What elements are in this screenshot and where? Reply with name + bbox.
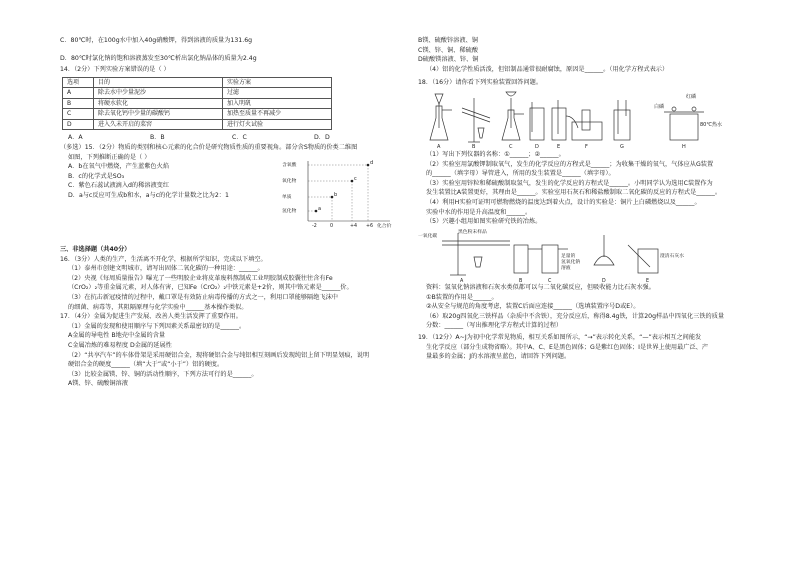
figure-text: 红磷 [686,94,697,101]
table-cell: 加入明矾 [223,98,332,109]
figure-text: 白磷 [654,104,665,111]
text-line: ②从安全与规范的角度考虑，装置C后面应连接______（选填装置序号D或E）。 [426,303,640,311]
choice-d: D．a与c反应可生成b和水，a与c的化学计量数之比为2：1 [68,191,229,199]
figure-label: F [585,144,588,151]
figure-text: 足量的 [561,253,576,259]
choice-c: C．C [232,134,247,142]
text-line: （4）利用H实验可证明可燃物燃烧的温度达到着火点，设计的实验是：铜片上白磷燃烧以及______。 [426,199,701,207]
table-header: 实验方案 [223,77,332,88]
question-18-stem: 18．（16分）请你看下列实验装置回答问题。 [418,79,543,87]
x-axis-title: 化合价 [377,223,392,229]
text-line: （5）兴趣小组用如图实验研究铁的冶炼。 [426,218,542,226]
figure-text: 黑色粉末样品 [458,229,487,235]
text-line: 如图，下列推断正确的是（ ） [68,153,151,161]
text-line: C金属冶炼的难易程度 D金属的延展性 [68,342,172,350]
choice-c: C．紫色石蕊试液滴入d的稀溶液变红 [68,182,170,190]
point-label: c [354,175,357,182]
figure-label: D [535,144,539,151]
figure-text: 氢氧化钠 [561,259,581,265]
table-cell: 除去氧化钙中少量的碳酸钙 [94,109,223,120]
text-line: （3）实验室用锌粒和稀硫酸制取氢气，发生的化学反应的方程式是______。小明同学认为选用C装置作为 [426,179,713,187]
figure-text: 80℃热水 [700,122,722,129]
table-cell: 加热至质量不再减少 [223,109,332,120]
table-header: 目的 [94,77,223,88]
text-line: （3）在抗击新冠疫情的过程中，戴口罩是有效防止病毒传播的方式之一，利用口罩能够隔绝飞沫中 [68,293,338,301]
x-label: 0 [330,223,334,229]
text-line: （CrO₂）₂等重金属元素，对人体有害，已知Fe（CrO₂）₂中铁元素是+2价，则其中铬元素是______价。 [68,284,353,292]
x-label: +6 [366,223,374,229]
figure-label: H [682,144,686,151]
section-3-title: 三、非选择题（共40分） [60,245,131,253]
text-line: B镁、硫酸锌溶液、铜 [418,37,478,44]
figure-label: C [509,144,513,151]
figure-label: E [646,278,650,283]
choice-b: B．B [150,134,165,142]
figure-label: A [437,144,441,151]
text-line: （1）金属的发现和使用顺序与下列因素关系最密切的是______。 [68,322,246,330]
text-line: 硬铝合金的硬度______（填“大于”或“小于”）铝的硬度。 [68,361,224,369]
point-label: a [318,205,322,212]
text-line: 分数：______（写出推理化学方程式计算的过程） [426,322,563,330]
table-cell: A [63,88,94,99]
figure-label: B [519,278,523,283]
text-line: （3）比较金属镁、锌、铜的活动性顺序，下列方法可行的是______。 [68,370,258,378]
x-label: +4 [350,223,358,229]
text-line: A金属的导电性 B地壳中金属的含量 [68,332,166,340]
y-label: 氢化物 [282,208,297,214]
table-cell: 除去水中少量泥沙 [94,88,223,99]
apparatus-figure [418,88,738,150]
text-line: （6）取20g四氧化三铁样品（杂质中不含铁），充分反应后，称得8.4g铁，计算20g样品中四氧化三铁的质量 [426,312,725,320]
text-line: （2）“共享汽车”的车体骨架是采用硬铝合金，现将硬铝合金与纯铝相互刻画后发现纯铝上留下明显划痕，说明 [68,351,370,359]
choice-a: A．A [68,134,83,142]
figure-text: 一氧化碳 [418,233,438,239]
table-cell: C [63,109,94,120]
y-label: 单质 [282,194,292,200]
y-label: 含氧酸 [282,162,297,168]
figure-text: 澄清石灰水 [660,253,684,259]
text-line: 的______（填字母）导管进入，所用的发生装置是______（填字母）。 [426,170,615,178]
figure-label: D [602,278,606,283]
table-cell: 过滤 [223,88,332,99]
text-line: （2）实验室用氯酸钾制取氧气，发生的化学反应的方程式是______；为收集干燥的氧气，气体应从G装置 [426,160,714,168]
text-line: 资料：氢氧化钠溶液和石灰水类似都可以与二氧化碳反应，但吸收能力比石灰水强。 [426,283,655,291]
question-15-stem: （多选）15．（2分）物质的类别和核心元素的化合价是研究物质性质的重要视角。部分含S物质的价类二维图 [60,143,358,151]
figure-label: E [557,144,561,151]
text-line: 量最多的金属；J的水溶液呈蓝色，请回答下列问题。 [426,353,571,361]
figure-label: A [460,278,464,283]
table-cell: B [63,98,94,109]
text-line: D．80℃时氯化钠的饱和溶液蒸发至30℃析出氯化钠晶体的质量为2.4g [60,54,257,62]
question-16-stem: 16．（3分）人类的生产，生活离不开化学，根据所学知识，完成以下填空。 [60,255,267,263]
text-line: ①B装置的作用是______。 [426,293,498,301]
table-cell: 进行灯火试验 [223,119,332,130]
table-cell: D [63,119,94,130]
choice-b: B．c的化学式是SO₃ [68,172,125,180]
q14-table [62,77,332,131]
table-header: 选项 [63,77,94,88]
left-column [60,36,400,389]
choice-a: A．b在氧气中燃烧，产生蓝紫色火焰 [68,163,169,171]
text-line: D硫酸镁溶液、锌、铜 [418,56,479,64]
text-line: A镁、锌、硫酸铜溶液 [68,380,128,388]
text-line: C．80℃时，在100g水中加入40g硝酸钾，得到溶液的质量为131.6g [60,37,253,44]
text-line: （1）泰州市创建文明城市，请写出固体二氧化碳的一种用途：______。 [68,265,264,273]
valence-class-figure [280,157,395,235]
text-line: 实验中水的作用是升高温度和______。 [426,208,532,216]
figure-label: B [472,144,476,151]
table-cell: 进入久未开启的菜窖 [94,119,223,130]
question-14-stem: 14．（2分）下列实验方案错误的是（ ） [60,66,170,74]
table-cell: 将硬水软化 [94,98,223,109]
q14-choices [60,133,400,143]
text-line: （1）写出下列仪器的名称：①______；②______。 [426,151,565,159]
figure-label: C [548,278,552,283]
right-column [418,36,748,362]
point-label: b [334,191,338,198]
choice-d: D．D [314,134,330,142]
text-line: （4）铝的化学性质活泼，但铝制品通常很耐腐蚀，原因是______。（用化学方程式表示） [426,65,669,73]
text-line: 的细菌、病毒等，其阻隔原理与化学实验中______基本操作类似。 [68,303,248,311]
iron-smelting-figure [418,227,738,283]
question-19-stem: 19．（12分）A~J为初中化学常见物质，相互关系如图所示，“→”表示转化关系，“—”表示相互之间能发 [418,333,702,341]
text-line: C镁、锌、铜、稀硫酸 [418,46,479,54]
q15-block [60,143,400,245]
figure-text: 溶液 [561,265,571,271]
question-17-stem: 17．（4分）金属为促进生产发展、改善人类生活发挥了重要作用。 [60,313,242,321]
figure-label: G [620,144,624,151]
y-label: 氧化物 [282,178,297,184]
point-label: d [370,159,374,166]
text-line: 发生装置比A装置更好，其理由是______。实验室用石灰石和稀盐酸制取二氧化碳的反应的方程式是______。 [426,189,722,197]
text-line: （2）央视《每周质量报告》曝光了一些明胶企业将皮革废料熬制成工业明胶制成胶囊往往含有Fe [68,274,333,282]
text-line: 生化学反应（部分生成物省略）。其中A、C、E是黑色固体；G是紫红色固体；I是世界上使用最广泛、产 [426,343,709,351]
x-label: -2 [312,223,317,229]
